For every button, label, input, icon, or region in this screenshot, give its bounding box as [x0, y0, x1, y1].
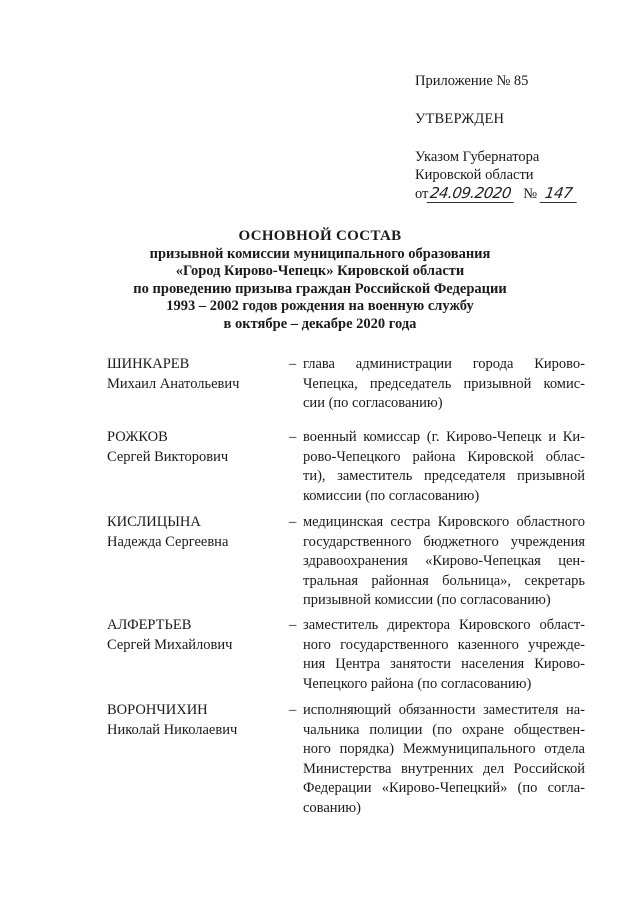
subtitle-line-3: по проведению призыва граждан Российской Федерации	[133, 280, 507, 297]
decree-line-1: Указом Губернатора	[415, 149, 540, 165]
decree-date-line	[415, 184, 615, 203]
member-given-name: Михаил Анатольевич	[107, 375, 240, 392]
member-surname: АЛФЕРТЬЕВ	[107, 617, 192, 633]
member-role	[303, 616, 585, 694]
role-line: комиссии (по согласованию)	[303, 487, 480, 504]
member-role	[303, 428, 585, 506]
member-surname: КИСЛИЦЫНА	[107, 514, 201, 530]
role-line: ного государственного казенного учрежде-	[303, 636, 585, 653]
role-line: ния Центра занятости населения Кирово-	[303, 656, 585, 672]
role-line: чальника полиции (по охране обществен-	[303, 721, 585, 738]
handwritten-number: 147	[540, 184, 580, 203]
approved-heading: УТВЕРЖДЕН	[415, 111, 505, 127]
subtitle-line-5: в октябре – декабре 2020 года	[223, 315, 417, 332]
role-line: медицинская сестра Кировского областного	[303, 514, 585, 530]
member-surname: ВОРОНЧИХИН	[107, 702, 208, 718]
member-name	[107, 355, 287, 394]
role-line: сии (по согласованию)	[303, 395, 443, 411]
handwritten-date: 24.09.2020	[427, 184, 517, 203]
member-name	[107, 428, 287, 467]
role-line: рово-Чепецкого района Кировской облас-	[303, 448, 585, 465]
date-prefix: от	[415, 186, 429, 202]
role-line: Министерства внутренних дел Российской	[303, 760, 585, 777]
member-name	[107, 513, 287, 552]
member-given-name: Николай Николаевич	[107, 721, 238, 738]
member-role	[303, 355, 585, 414]
approval-block	[415, 72, 615, 203]
role-line: ного порядка) Межмуниципального отдела	[303, 741, 585, 757]
member-given-name: Надежда Сергеевна	[107, 533, 229, 550]
number-prefix: №	[523, 186, 538, 202]
role-line: военный комиссар (г. Кирово-Чепецк и Ки-	[303, 429, 585, 445]
member-surname: ШИНКАРЕВ	[107, 356, 190, 372]
member-dash: –	[289, 429, 297, 445]
member-surname: РОЖКОВ	[107, 429, 168, 445]
member-dash: –	[289, 617, 297, 633]
role-line: заместитель директора Кировского област-	[303, 617, 585, 633]
document-title: ОСНОВНОЙ СОСТАВ	[238, 228, 402, 244]
member-role	[303, 513, 585, 611]
title-block	[100, 228, 540, 333]
role-line: Чепецкого района (по согласованию)	[303, 675, 532, 692]
role-line: сованию)	[303, 799, 361, 816]
role-line: Федерации «Кирово-Чепецкий» (по согла-	[303, 780, 585, 796]
member-role	[303, 701, 585, 818]
member-dash: –	[289, 356, 297, 372]
decree-line-2: Кировской области	[415, 167, 534, 183]
subtitle-line-1: призывной комиссии муниципального образования	[149, 245, 491, 262]
role-line: тральная районная больница», секретарь	[303, 572, 585, 589]
role-line: призывной комиссии (по согласованию)	[303, 592, 551, 608]
member-name	[107, 616, 287, 655]
role-line: Чепецка, председатель призывной комис-	[303, 375, 585, 392]
role-line: глава администрации города Кирово-	[303, 356, 585, 372]
role-line: ти), заместитель председателя призывной	[303, 468, 585, 484]
member-given-name: Сергей Викторович	[107, 448, 229, 465]
subtitle-line-2: «Город Кирово-Чепецк» Кировской области	[175, 263, 465, 279]
member-dash: –	[289, 514, 297, 530]
subtitle-line-4: 1993 – 2002 годов рождения на военную службу	[166, 298, 474, 314]
role-line: исполняющий обязанности заместителя на-	[303, 702, 585, 718]
member-name	[107, 701, 287, 740]
role-line: здравоохранения «Кирово-Чепецкая цен-	[303, 553, 585, 569]
member-given-name: Сергей Михайлович	[107, 636, 233, 653]
role-line: государственного бюджетного учреждения	[303, 533, 585, 550]
member-dash: –	[289, 702, 297, 718]
appendix-number: Приложение № 85	[415, 73, 529, 89]
